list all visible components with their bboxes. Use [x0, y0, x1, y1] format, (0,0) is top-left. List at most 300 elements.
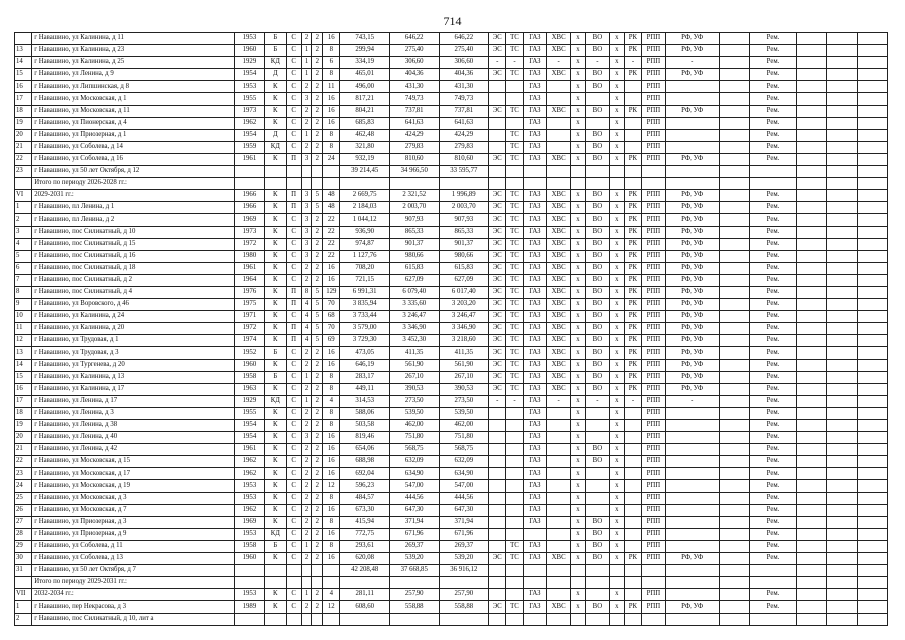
table-cell: РПП — [642, 311, 666, 323]
table-cell: П — [286, 335, 301, 347]
table-cell — [523, 178, 547, 190]
table-cell: 1962 — [234, 117, 264, 129]
table-cell — [857, 129, 887, 141]
table-cell: Рем. — [749, 504, 796, 516]
table-cell: 404,36 — [439, 69, 489, 81]
table-cell: 8 — [323, 407, 340, 419]
table-cell: 22 — [323, 238, 340, 250]
table-cell — [506, 407, 523, 419]
table-cell: ХВС — [547, 359, 571, 371]
table-cell — [624, 178, 641, 190]
table-cell: Рем. — [749, 371, 796, 383]
table-row — [15, 190, 888, 202]
table-cell: х — [609, 371, 624, 383]
table-cell: 1969 — [234, 516, 264, 528]
table-cell — [857, 492, 887, 504]
table-cell: РПП — [642, 407, 666, 419]
table-cell: ГАЗ — [523, 299, 547, 311]
table-cell — [665, 565, 719, 577]
table-cell — [506, 456, 523, 468]
table-cell: РПП — [642, 81, 666, 93]
table-cell — [340, 178, 390, 190]
table-cell: 70 — [323, 323, 340, 335]
table-cell: - — [586, 57, 610, 69]
table-cell — [489, 420, 506, 432]
table-cell: С — [286, 480, 301, 492]
table-cell — [719, 129, 749, 141]
table-cell: Рем. — [749, 323, 796, 335]
table-cell — [265, 577, 287, 589]
table-cell — [506, 492, 523, 504]
table-cell — [857, 33, 887, 45]
table-cell: - — [489, 57, 506, 69]
table-cell: ЭС — [489, 274, 506, 286]
table-cell: ЭС — [489, 214, 506, 226]
table-cell: 2 — [312, 516, 323, 528]
table-cell: 2 — [312, 468, 323, 480]
table-cell — [301, 166, 312, 178]
table-cell — [827, 553, 857, 565]
table-cell — [797, 480, 827, 492]
table-cell: 1961 — [234, 262, 264, 274]
table-cell — [489, 468, 506, 480]
table-cell: 749,73 — [439, 93, 489, 105]
table-cell: 16 — [323, 456, 340, 468]
table-row — [15, 226, 888, 238]
table-cell — [624, 504, 641, 516]
table-cell: Рем. — [749, 395, 796, 407]
table-cell: х — [570, 93, 585, 105]
table-cell: 692,04 — [340, 468, 390, 480]
table-cell: ВО — [586, 456, 610, 468]
table-cell — [586, 166, 610, 178]
table-cell — [719, 383, 749, 395]
table-cell: РФ, УФ — [665, 105, 719, 117]
table-cell — [857, 311, 887, 323]
table-row — [15, 420, 888, 432]
table-cell: К — [265, 93, 287, 105]
table-cell — [286, 178, 301, 190]
table-cell: х — [570, 141, 585, 153]
table-cell: 390,53 — [389, 383, 439, 395]
table-cell: РФ, УФ — [665, 153, 719, 165]
table-cell: РПП — [642, 492, 666, 504]
row-number-cell — [15, 577, 32, 589]
table-cell — [827, 93, 857, 105]
table-cell: х — [570, 190, 585, 202]
table-cell: ГАЗ — [523, 335, 547, 347]
table-cell: С — [286, 57, 301, 69]
address-cell: г Навашино, ул Московская, д 15 — [32, 456, 235, 468]
table-cell: 1954 — [234, 420, 264, 432]
table-cell — [827, 33, 857, 45]
table-cell: 558,88 — [439, 601, 489, 613]
table-cell: х — [609, 504, 624, 516]
table-cell — [827, 238, 857, 250]
table-cell: - — [624, 57, 641, 69]
address-cell: г Навашино, ул Ленина, д 38 — [32, 420, 235, 432]
table-cell: ВО — [586, 286, 610, 298]
table-cell: 3 346,90 — [439, 323, 489, 335]
table-cell — [489, 492, 506, 504]
table-cell — [719, 589, 749, 601]
table-cell — [586, 117, 610, 129]
address-cell: г Навашино, пос Силикатный, д 4 — [32, 286, 235, 298]
table-cell: х — [609, 601, 624, 613]
table-cell — [323, 613, 340, 625]
table-cell: Рем. — [749, 516, 796, 528]
row-number-cell — [15, 33, 32, 45]
table-cell — [857, 105, 887, 117]
table-cell: Рем. — [749, 589, 796, 601]
table-cell — [797, 456, 827, 468]
address-cell: г Навашино, ул Соболева, д 14 — [32, 141, 235, 153]
table-cell: 1 127,76 — [340, 250, 390, 262]
table-cell: ГАЗ — [523, 226, 547, 238]
table-cell: РК — [624, 601, 641, 613]
table-cell: 2 — [312, 504, 323, 516]
table-cell: 980,66 — [439, 250, 489, 262]
table-cell — [624, 577, 641, 589]
table-cell: РФ, УФ — [665, 347, 719, 359]
table-cell — [586, 480, 610, 492]
table-cell: х — [609, 57, 624, 69]
table-cell: 2 — [312, 129, 323, 141]
table-cell — [827, 577, 857, 589]
table-cell: х — [609, 468, 624, 480]
table-cell: 390,53 — [439, 383, 489, 395]
table-cell: ТС — [506, 601, 523, 613]
table-cell: 547,00 — [389, 480, 439, 492]
table-cell: 4 — [323, 395, 340, 407]
table-row — [15, 565, 888, 577]
table-row — [15, 371, 888, 383]
table-cell: 1 — [301, 45, 312, 57]
table-cell — [286, 166, 301, 178]
table-cell: ГАЗ — [523, 45, 547, 57]
table-cell: 901,37 — [389, 238, 439, 250]
table-cell — [797, 226, 827, 238]
table-cell — [586, 407, 610, 419]
table-cell: 2 — [312, 262, 323, 274]
table-cell: 2 — [301, 553, 312, 565]
table-cell — [523, 528, 547, 540]
table-cell — [797, 178, 827, 190]
table-cell: К — [265, 323, 287, 335]
row-number-cell: 2 — [15, 214, 32, 226]
table-cell: РК — [624, 383, 641, 395]
table-cell: 1961 — [234, 444, 264, 456]
table-cell: х — [609, 105, 624, 117]
table-cell: ВО — [586, 528, 610, 540]
table-cell: С — [286, 69, 301, 81]
row-number-cell: 8 — [15, 286, 32, 298]
table-cell: ХВС — [547, 286, 571, 298]
table-cell: ГАЗ — [523, 395, 547, 407]
table-cell: РПП — [642, 420, 666, 432]
table-cell — [797, 516, 827, 528]
table-cell: 685,83 — [340, 117, 390, 129]
table-cell: 3 — [301, 202, 312, 214]
table-cell: РК — [624, 262, 641, 274]
table-cell — [719, 153, 749, 165]
table-cell: РПП — [642, 238, 666, 250]
table-cell — [797, 311, 827, 323]
table-cell: х — [570, 226, 585, 238]
table-cell: ВО — [586, 359, 610, 371]
table-cell: ГАЗ — [523, 141, 547, 153]
table-cell: ЭС — [489, 347, 506, 359]
table-cell: К — [265, 444, 287, 456]
table-cell: 2 — [312, 540, 323, 552]
table-cell: 1972 — [234, 238, 264, 250]
table-cell: 3 452,30 — [389, 335, 439, 347]
table-cell: ТС — [506, 299, 523, 311]
table-cell — [797, 250, 827, 262]
address-cell: г Навашино, ул Калинина, д 24 — [32, 311, 235, 323]
table-cell — [827, 202, 857, 214]
table-row — [15, 577, 888, 589]
table-cell: РПП — [642, 371, 666, 383]
table-cell: ЭС — [489, 286, 506, 298]
table-cell — [827, 335, 857, 347]
table-cell — [624, 166, 641, 178]
table-cell — [827, 468, 857, 480]
table-cell: РК — [624, 286, 641, 298]
table-cell — [797, 407, 827, 419]
table-cell: 901,37 — [439, 238, 489, 250]
table-cell: РПП — [642, 286, 666, 298]
table-cell: 907,93 — [439, 214, 489, 226]
table-cell: 1976 — [234, 286, 264, 298]
table-cell — [547, 504, 571, 516]
table-cell — [857, 250, 887, 262]
table-cell — [827, 323, 857, 335]
table-cell: ГАЗ — [523, 33, 547, 45]
table-cell — [857, 540, 887, 552]
table-cell — [857, 81, 887, 93]
table-cell: ЭС — [489, 323, 506, 335]
table-cell: РПП — [642, 395, 666, 407]
table-cell — [857, 480, 887, 492]
table-cell: РПП — [642, 214, 666, 226]
table-cell: 16 — [323, 105, 340, 117]
address-cell: г Навашино, ул Пионерская, д 4 — [32, 117, 235, 129]
table-cell: Рем. — [749, 528, 796, 540]
table-cell: ГАЗ — [523, 444, 547, 456]
table-cell — [665, 444, 719, 456]
table-cell — [857, 601, 887, 613]
table-cell: С — [286, 540, 301, 552]
table-cell: РФ, УФ — [665, 299, 719, 311]
table-cell: С — [286, 81, 301, 93]
table-cell: ВО — [586, 81, 610, 93]
table-cell: ХВС — [547, 335, 571, 347]
table-cell — [797, 601, 827, 613]
table-cell: ГАЗ — [523, 81, 547, 93]
row-number-cell: 4 — [15, 238, 32, 250]
table-cell: 620,08 — [340, 553, 390, 565]
table-cell: Рем. — [749, 274, 796, 286]
table-cell: Рем. — [749, 492, 796, 504]
table-cell: 671,96 — [439, 528, 489, 540]
table-cell: РПП — [642, 57, 666, 69]
table-cell: 2 — [301, 383, 312, 395]
table-cell: РПП — [642, 69, 666, 81]
table-cell: 5 — [312, 323, 323, 335]
table-cell: РФ, УФ — [665, 383, 719, 395]
table-cell: К — [265, 117, 287, 129]
table-cell: 568,75 — [389, 444, 439, 456]
table-cell — [857, 432, 887, 444]
table-cell: 647,30 — [439, 504, 489, 516]
table-cell — [857, 420, 887, 432]
table-cell: - — [586, 395, 610, 407]
address-cell: г Навашино, ул Приозерная, д 3 — [32, 516, 235, 528]
table-cell — [265, 565, 287, 577]
table-cell: С — [286, 528, 301, 540]
table-cell: К — [265, 601, 287, 613]
table-cell: ХВС — [547, 250, 571, 262]
table-cell: 279,83 — [389, 141, 439, 153]
table-cell — [323, 565, 340, 577]
table-cell: ГАЗ — [523, 274, 547, 286]
table-row — [15, 262, 888, 274]
table-cell — [719, 613, 749, 625]
table-cell — [827, 226, 857, 238]
table-cell: ХВС — [547, 202, 571, 214]
row-number-cell: 12 — [15, 335, 32, 347]
table-cell: ГАЗ — [523, 262, 547, 274]
table-cell: К — [265, 226, 287, 238]
table-cell: ХВС — [547, 553, 571, 565]
row-number-cell: 10 — [15, 311, 32, 323]
table-cell — [489, 141, 506, 153]
table-row — [15, 528, 888, 540]
table-cell — [506, 444, 523, 456]
table-cell: 3 729,30 — [340, 335, 390, 347]
table-cell: ЭС — [489, 553, 506, 565]
table-cell: П — [286, 202, 301, 214]
table-cell: 4 — [301, 335, 312, 347]
table-cell: С — [286, 105, 301, 117]
table-cell: 646,19 — [340, 359, 390, 371]
address-cell: г Навашино, ул 50 лет Октября, д 12 — [32, 166, 235, 178]
table-cell: 1 996,89 — [439, 190, 489, 202]
table-cell — [827, 81, 857, 93]
table-cell — [506, 117, 523, 129]
row-number-cell: 26 — [15, 504, 32, 516]
row-number-cell: 23 — [15, 166, 32, 178]
table-cell: 473,05 — [340, 347, 390, 359]
table-cell: х — [609, 238, 624, 250]
table-row — [15, 129, 888, 141]
table-cell — [489, 480, 506, 492]
table-cell: 269,37 — [389, 540, 439, 552]
table-cell: 539,20 — [439, 553, 489, 565]
table-cell: ГАЗ — [523, 553, 547, 565]
table-cell — [624, 613, 641, 625]
table-cell: х — [570, 601, 585, 613]
row-number-cell: 15 — [15, 69, 32, 81]
table-cell: КД — [265, 141, 287, 153]
table-cell — [547, 141, 571, 153]
table-cell: х — [609, 141, 624, 153]
table-row — [15, 299, 888, 311]
table-cell — [857, 407, 887, 419]
table-cell: РПП — [642, 190, 666, 202]
table-cell: 1960 — [234, 45, 264, 57]
table-cell — [857, 468, 887, 480]
table-cell: х — [570, 456, 585, 468]
table-cell: РПП — [642, 383, 666, 395]
table-cell: РПП — [642, 129, 666, 141]
table-cell: 688,98 — [340, 456, 390, 468]
table-cell — [609, 166, 624, 178]
table-cell — [719, 274, 749, 286]
table-cell: РПП — [642, 299, 666, 311]
table-cell: 1973 — [234, 105, 264, 117]
table-cell — [506, 613, 523, 625]
table-cell: РФ, УФ — [665, 371, 719, 383]
table-cell: РК — [624, 299, 641, 311]
table-cell: 2 — [312, 347, 323, 359]
table-cell: ЭС — [489, 335, 506, 347]
table-cell — [797, 492, 827, 504]
table-cell: 431,30 — [389, 81, 439, 93]
table-cell: ВО — [586, 129, 610, 141]
table-cell — [797, 286, 827, 298]
table-cell: 2 — [312, 81, 323, 93]
table-cell: К — [265, 238, 287, 250]
table-cell — [340, 577, 390, 589]
table-cell: ЭС — [489, 190, 506, 202]
table-cell — [301, 577, 312, 589]
table-cell: КД — [265, 57, 287, 69]
row-number-cell: 6 — [15, 262, 32, 274]
table-cell: 8 — [323, 420, 340, 432]
table-cell: 1959 — [234, 141, 264, 153]
table-cell: ТС — [506, 359, 523, 371]
table-cell: 673,30 — [340, 504, 390, 516]
table-cell: ХВС — [547, 226, 571, 238]
row-number-cell: 11 — [15, 323, 32, 335]
table-cell: х — [609, 383, 624, 395]
table-cell: Рем. — [749, 553, 796, 565]
table-cell: 16 — [323, 504, 340, 516]
table-cell — [624, 407, 641, 419]
table-cell — [506, 93, 523, 105]
table-cell: 257,90 — [389, 589, 439, 601]
address-cell: 2029-2031 гг.: — [32, 190, 235, 202]
table-cell — [827, 262, 857, 274]
table-cell — [749, 577, 796, 589]
table-cell: П — [286, 286, 301, 298]
table-cell: 751,80 — [439, 432, 489, 444]
table-cell — [547, 577, 571, 589]
table-cell — [586, 178, 610, 190]
table-cell: х — [609, 323, 624, 335]
table-cell: 424,29 — [439, 129, 489, 141]
table-cell: П — [286, 153, 301, 165]
table-cell: 2 — [301, 407, 312, 419]
table-cell — [547, 117, 571, 129]
table-cell: х — [609, 492, 624, 504]
table-cell: х — [609, 214, 624, 226]
table-cell: Рем. — [749, 335, 796, 347]
table-cell: РПП — [642, 516, 666, 528]
table-cell: 69 — [323, 335, 340, 347]
